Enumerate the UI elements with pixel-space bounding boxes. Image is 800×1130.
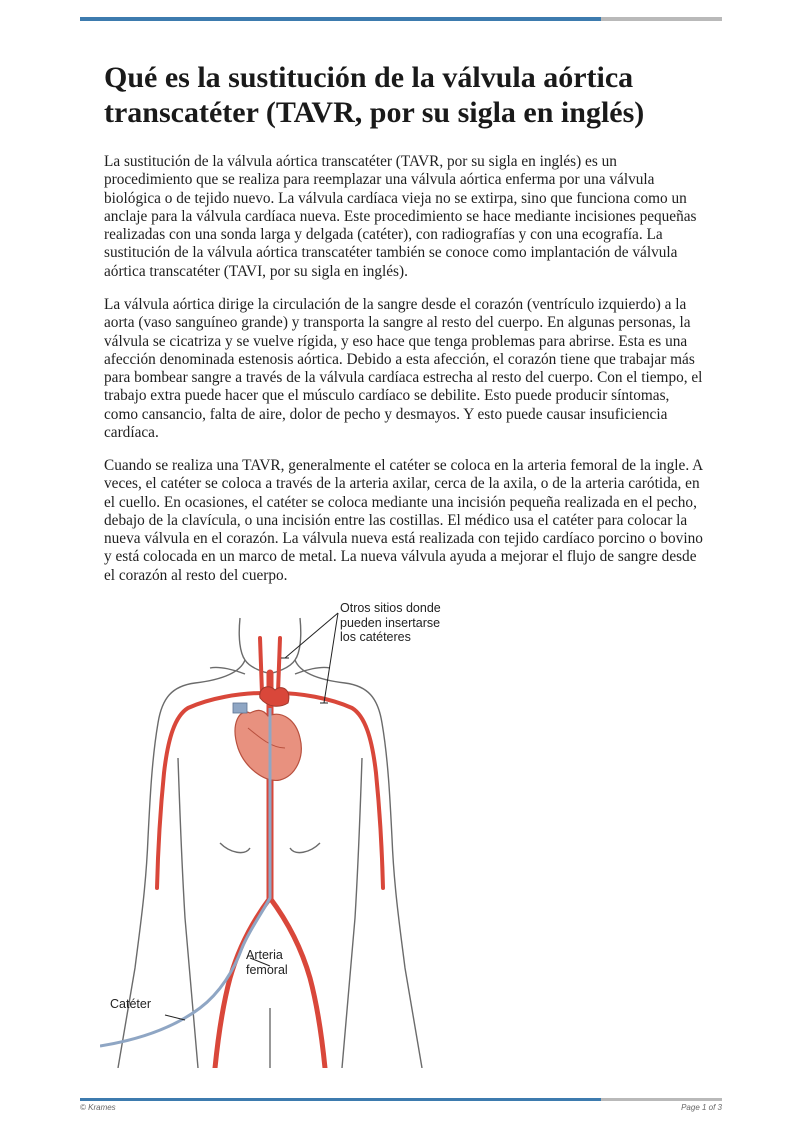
footer-page-number: Page 1 of 3 bbox=[681, 1103, 722, 1112]
label-femoral-artery: Arteria femoral bbox=[246, 948, 288, 977]
paragraph-procedure: Cuando se realiza una TAVR, generalmente el catéter se coloca en la arteria femoral de la ingle. A veces, el catéter se coloca a través de la arteria axilar, cerca de la axila, o de la arteria carótida, en el cuello. En ocasiones, el catéter se coloca mediante una incisión pequeña realizada en el pecho, debajo de la clavícula, o una incisión entre las costillas. El médico usa el catéter para colocar la nueva válvula en el corazón. La válvula nueva está realizada con tejido cardíaco porcino o bovino y está colocada en un marco de metal. La nueva válvula ayuda a mejorar el flujo de sangre desde el corazón al resto del cuerpo. bbox=[104, 457, 703, 584]
label-other-sites: Otros sitios donde pueden insertarse los catéteres bbox=[340, 601, 441, 645]
heart-icon bbox=[233, 687, 301, 781]
footer-rule-blue bbox=[80, 1098, 601, 1101]
footer-copyright: © Krames bbox=[80, 1103, 116, 1112]
paragraph-intro: La sustitución de la válvula aórtica transcatéter (TAVR, por su sigla en inglés) es un procedimiento que se realiza para reemplazar una válvula aórtica enferma por una válvula biológica o de tejido nuevo. La válvula cardíaca vieja no se extirpa, sino que funciona como un anclaje para la válvula cardíaca nueva. Este procedimiento se hace mediante incisiones pequeñas realizadas con una sonda larga y delgada (catéter), con radiografías y con una ecografía. La sustitución de la válvula aórtica transcatéter también se conoce como implantación de válvula aórtica transcatéter (TAVI, por su sigla en inglés). bbox=[104, 153, 697, 280]
label-catheter: Catéter bbox=[110, 997, 151, 1011]
footer-rule bbox=[80, 1098, 722, 1101]
page-title: Qué es la sustitución de la válvula aórtica transcatéter (TAVR, por su sigla en inglés) bbox=[104, 61, 645, 129]
footer-rule-gray bbox=[601, 1098, 722, 1101]
header-rule-blue bbox=[80, 17, 601, 21]
header-rule bbox=[80, 17, 722, 21]
paragraph-aortic-valve: La válvula aórtica dirige la circulación de la sangre desde el corazón (ventrículo izquierdo) a la aorta (vaso sanguíneo grande) y transporta la sangre al resto del cuerpo. En algunas personas, la válvula se cicatriza y se vuelve rígida, y eso hace que tenga problemas para abrirse. Esta es una afección denominada estenosis aórtica. Debido a esta afección, el corazón tiene que trabajar más para bombear sangre a través de la válvula cardíaca estrecha al resto del cuerpo. Con el tiempo, el trabajo extra puede hacer que el músculo cardíaco se debilite. Esto puede producir síntomas, como cansancio, falta de aire, dolor de pecho y desmayos. Y esto puede causar insuficiencia cardíaca. bbox=[104, 296, 703, 442]
header-rule-gray bbox=[601, 17, 722, 21]
